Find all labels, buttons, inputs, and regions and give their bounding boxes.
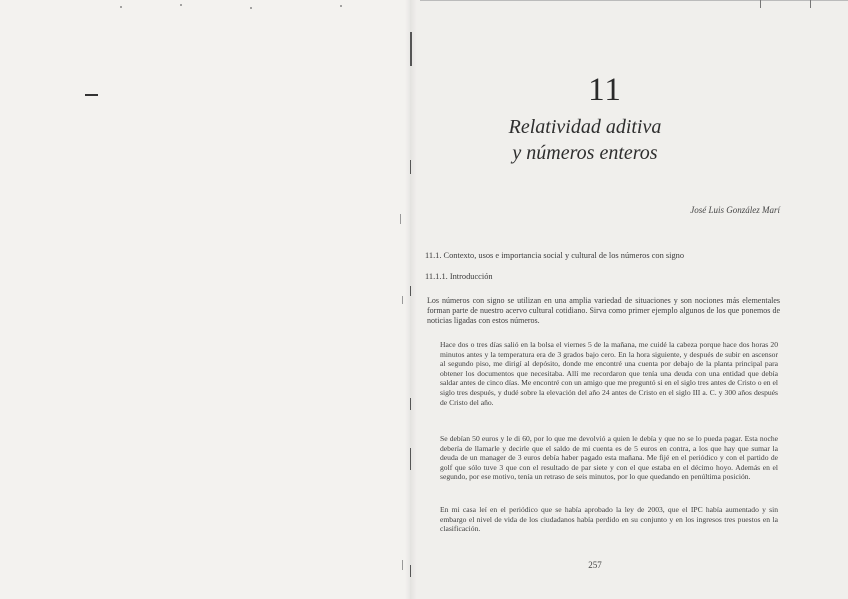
chapter-title-line1: Relatividad aditiva (508, 116, 662, 138)
scan-speck (180, 4, 182, 6)
book-gutter (405, 0, 417, 599)
page-number: 257 (588, 560, 602, 570)
gutter-mark (410, 448, 411, 470)
top-tick (760, 0, 761, 8)
chapter-number: 11 (588, 72, 622, 108)
top-tick (810, 0, 811, 8)
gutter-mark (410, 565, 411, 577)
left-page (0, 0, 410, 599)
gutter-mark (410, 286, 411, 296)
scan-speck (340, 5, 342, 7)
body-paragraph: Se debían 50 euros y le di 60, por lo que me devolvió a quien le debía y que no se lo pueda pagar. Esta noche debería de llamarle y decirle que el saldo de mi cuenta es de 5 euros en contra, a los que hay que sumar la deuda de un manager de 3 euros debía haber pagado esta mañana. Me fijé en el periódico y con el partido de golf que sólo tuve 3 que con el resultado de par siete y con el que estaba en el décimo hoyo. Además en el segundo, por ese motivo, tenía un retraso de seis minutos, por lo que quedando en penúltima posición. (440, 434, 778, 482)
subsection-heading: 11.1.1. Introducción (425, 272, 493, 281)
chapter-title-line2: y números enteros (512, 142, 658, 164)
body-paragraph: Hace dos o tres días salió en la bolsa el viernes 5 de la mañana, me cuidé la cabeza porque hace dos horas 20 minutos antes y la temperatura era de 3 grados bajo cero. En la hora siguiente, y después de subir en ascensor al segundo piso, me dirigí al depósito, donde me encontré una cuenta por debajo de la planta principal para obtener los documentos que necesitaba. Allí me recordaron que tenía una deuda con una entidad que debía saldar antes de cinco días. Me encontré con un amigo que me preguntó si en el siglo tres antes de Cristo o en el siglo tres después, y dudé sobre la elevación del año 24 antes de Cristo en el siglo III a. C. y 300 años después de Cristo del año. (440, 340, 778, 407)
edge-mark (402, 296, 403, 304)
edge-mark (400, 214, 401, 224)
edge-mark (402, 560, 403, 570)
gutter-mark (410, 32, 412, 66)
margin-dash-mark (85, 94, 98, 96)
gutter-mark (410, 398, 411, 410)
scan-speck (120, 6, 122, 8)
gutter-mark (410, 160, 411, 174)
body-paragraph: Los números con signo se utilizan en una amplia variedad de situaciones y son nociones más elementales forman parte de nuestro acervo cultural cotidiano. Sirva como primer ejemplo algunos de los que ponemos de noticias ligadas con estos números. (427, 296, 780, 326)
top-edge (420, 0, 848, 9)
body-paragraph: En mi casa leí en el periódico que se había aprobado la ley de 2003, que el IPC había aumentado y sin embargo el nivel de vida de los ciudadanos había perdido en su conjunto y en los ingresos tres puestos en la clasificación. (440, 505, 778, 534)
scan-speck (250, 7, 252, 9)
chapter-author: José Luis González Marí (690, 205, 780, 215)
section-heading: 11.1. Contexto, usos e importancia social y cultural de los números con signo (425, 251, 685, 260)
